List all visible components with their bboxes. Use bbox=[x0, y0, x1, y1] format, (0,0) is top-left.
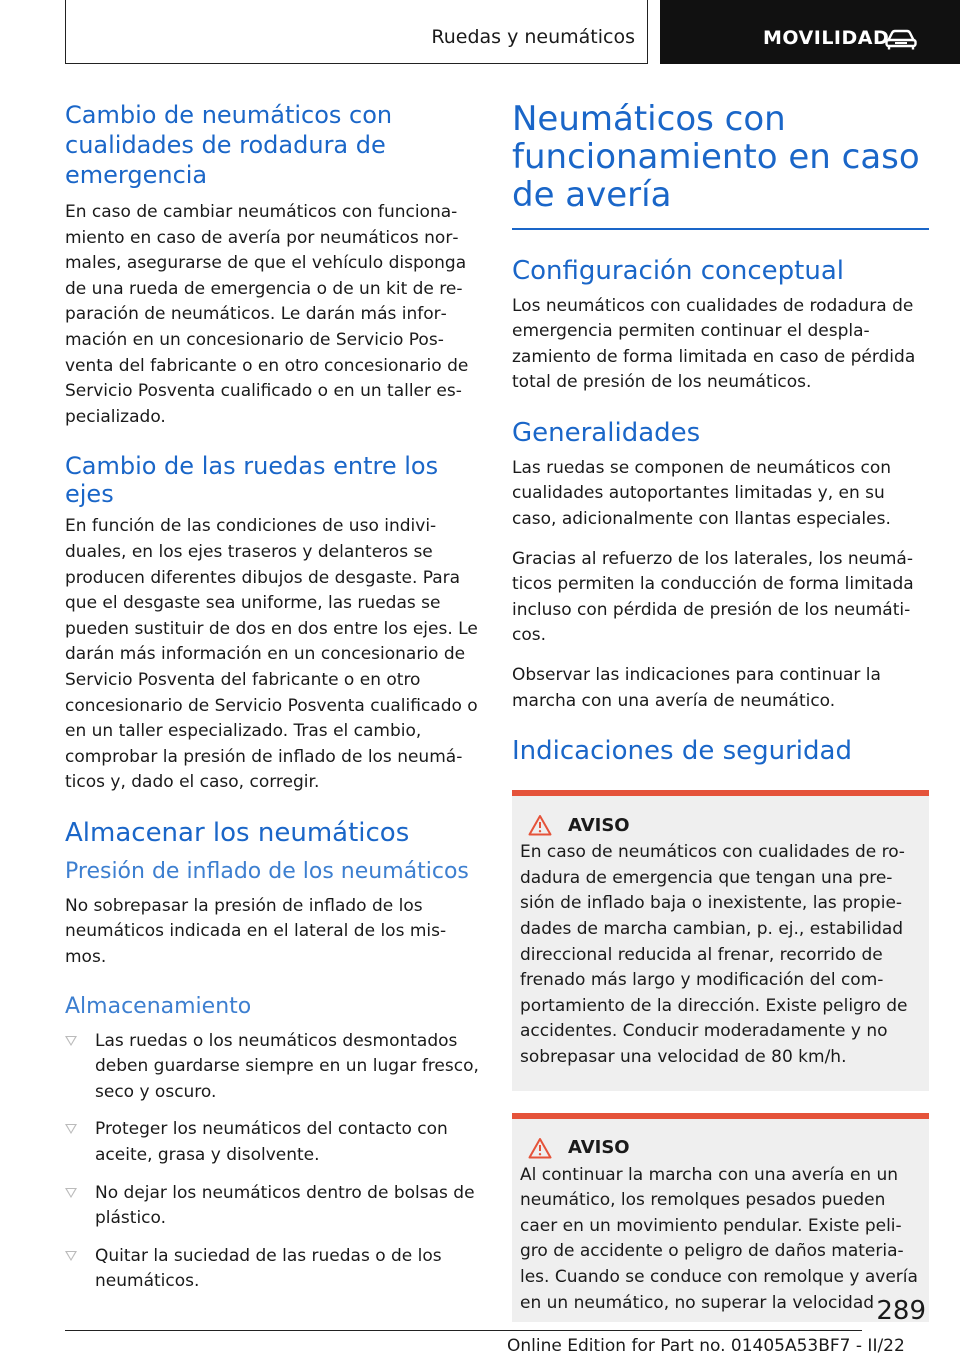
heading-concept: Configuración conceptual bbox=[512, 255, 844, 286]
paragraph-wheel-rotation: En función de las condiciones de uso individuales, en los ejes traseros y delanteros se producen diferentes dibujos de desgaste. Para que el desgaste sea uniforme, las ruedas se pueden sustituir de dos en dos entre los ejes. Le darán más información en un concesionario de Servicio Posventa del fabricante o en otro concesionario de Servicio Posventa cualificado o en un taller especializado. Tras el cambio, comprobar la presión de inflado de los neumáticos y, dado el caso, corregir. bbox=[65, 516, 478, 793]
warning-triangle-icon bbox=[528, 1137, 552, 1159]
heading-general: Generalidades bbox=[512, 417, 701, 448]
warning-text: Al continuar la marcha con una avería en un neumático, los remolques pesados pueden caer en un movimiento pendular. Existe peligro de accidente o peligro de daños materiales. Cuando se conduce con remolque y avería en un neumático, no superar la velocidad bbox=[520, 1164, 918, 1313]
heading-tire-storage: Almacenar los neumáticos bbox=[65, 817, 410, 848]
list-item: Quitar la suciedad de las ruedas o de los neumáticos. bbox=[65, 1244, 480, 1295]
left-column bbox=[65, 100, 480, 1307]
warning-box bbox=[512, 1113, 929, 1323]
paragraph-general-1: Las ruedas se componen de neumáticos con cualidades autoportantes limitadas y, en su caso, adicionalmente con llantas especiales. bbox=[512, 457, 892, 530]
title-divider bbox=[512, 228, 929, 230]
paragraph-general-2: Gracias al refuerzo de los laterales, los neumáticos permiten la conducción de forma limitada incluso con pérdida de presión de los neumáticos. bbox=[512, 548, 914, 646]
paragraph-general-3: Observar las indicaciones para continuar la marcha con una avería de neumático. bbox=[512, 665, 881, 711]
warning-title: AVISO bbox=[568, 1137, 630, 1159]
heading-wheel-rotation: Cambio de las ruedas entre los ejes bbox=[65, 452, 439, 509]
paragraph-concept: Los neumáticos con cualidades de rodadura de emergencia permiten continuar el desplazamiento de forma limitada en caso de pérdida total de presión de los neumáticos. bbox=[512, 295, 916, 393]
warning-header bbox=[520, 814, 921, 836]
list-item: No dejar los neumáticos dentro de bolsas de plástico. bbox=[65, 1181, 480, 1232]
page-number: 289 bbox=[876, 1296, 926, 1326]
edition-footer: Online Edition for Part no. 01405A53BF7 - II/22 bbox=[507, 1336, 905, 1356]
warning-title: AVISO bbox=[568, 814, 630, 836]
bullet-triangle-icon bbox=[65, 1188, 77, 1198]
warning-text: En caso de neumáticos con cualidades de rodadura de emergencia que tengan una presión de inflado baja o inexistente, las propiedades de marcha cambian, p. ej., estabilidad direccional reducida al frenar, recorrido de frenado más largo y modificación del comportamiento de la dirección. Existe peligro de accidentes. Conducir moderadamente y no sobrepasar una velocidad de 80 km/h. bbox=[520, 842, 908, 1067]
list-item: Proteger los neumáticos del contacto con aceite, grasa y disolvente. bbox=[65, 1117, 480, 1168]
chapter-title: MOVILIDAD bbox=[763, 27, 890, 49]
heading-safety: Indicaciones de seguridad bbox=[512, 736, 852, 767]
car-icon bbox=[885, 28, 917, 50]
paragraph-tire-pressure: No sobrepasar la presión de inflado de los neumáticos indicada en el lateral de los mismos. bbox=[65, 895, 447, 968]
page-header bbox=[0, 0, 960, 66]
page-main-title: Neumáticos con funcionamiento en caso de avería bbox=[512, 99, 920, 215]
chapter-tab bbox=[660, 0, 960, 64]
section-tab bbox=[65, 0, 648, 64]
storage-list bbox=[65, 1029, 480, 1295]
footer-divider bbox=[65, 1330, 862, 1331]
heading-emergency-tire-change: Cambio de neumáticos con cualidades de rodadura de emergencia bbox=[65, 101, 393, 189]
heading-storage: Almacenamiento bbox=[65, 993, 252, 1019]
list-item: Las ruedas o los neumáticos desmontados deben guardarse siempre en un lugar fresco, seco y oscuro. bbox=[65, 1029, 480, 1106]
section-title: Ruedas y neumáticos bbox=[431, 26, 635, 48]
paragraph-emergency-tire-change: En caso de cambiar neumáticos con funcionamiento en caso de avería por neumáticos normales, asegurarse de que el vehículo disponga de una rueda de emergencia o de un kit de reparación de neumáticos. Le darán más información en un concesionario de Servicio Posventa del fabricante o en otro concesionario de Servicio Posventa cualificado o en un taller especializado. bbox=[65, 202, 469, 427]
bullet-triangle-icon bbox=[65, 1036, 77, 1046]
bullet-triangle-icon bbox=[65, 1124, 77, 1134]
heading-tire-pressure: Presión de inflado de los neumáticos bbox=[65, 858, 469, 884]
warning-box bbox=[512, 790, 929, 1090]
warning-triangle-icon bbox=[528, 814, 552, 836]
right-column bbox=[512, 100, 929, 1344]
bullet-triangle-icon bbox=[65, 1251, 77, 1261]
warning-header bbox=[520, 1137, 921, 1159]
